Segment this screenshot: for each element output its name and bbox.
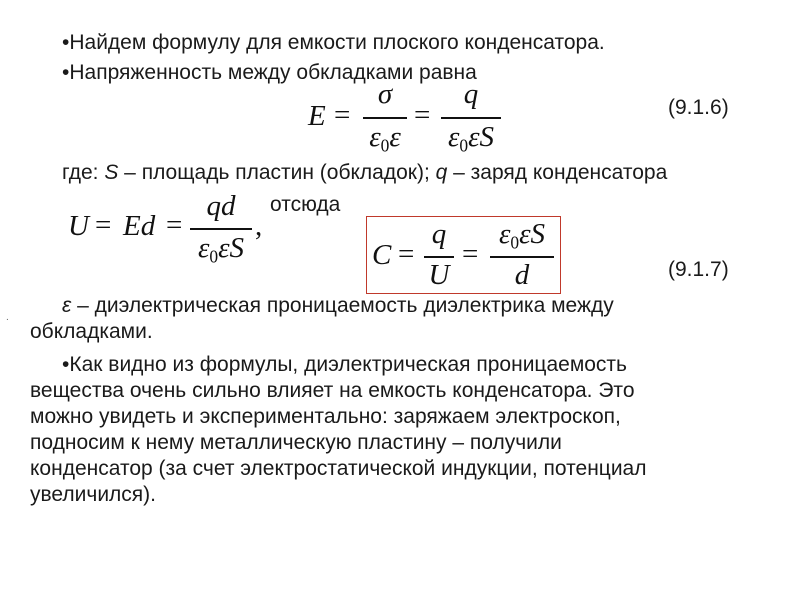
eq2-comma: , (255, 210, 263, 242)
eq1-fraction-q (441, 80, 501, 156)
eq1-eps2: ε (389, 121, 401, 153)
eq3-fraction-capacitance (490, 220, 554, 292)
para2-line5: конденсатор (за счет электростатической индукции, потенциал (30, 457, 647, 480)
stray-dot: . (6, 312, 9, 323)
eq1-eps: ε (447, 121, 460, 153)
epsilon-symbol: ε (62, 294, 72, 317)
eq3-equals-1: = (398, 238, 415, 270)
eq1-q: q (463, 78, 479, 110)
line-where (62, 160, 667, 186)
eq3-lhs: C (372, 239, 392, 271)
word-otsyuda: отсюда (270, 193, 341, 216)
eq2-equals-1: = (95, 209, 112, 241)
equation-number-9-1-7: (9.1.7) (668, 258, 729, 281)
where-prefix: где: (62, 161, 105, 184)
eq2-S: S (229, 232, 245, 264)
fraction-bar (441, 117, 501, 119)
eq3-sub0: 0 (510, 232, 520, 253)
eq3-fraction-q-U (424, 220, 454, 292)
line-epsilon-def-cont: обкладками. (30, 320, 153, 343)
para2-line1: •Как видно из формулы, диэлектрическая проницаемость (62, 353, 627, 376)
eq1-sub0: 0 (380, 135, 390, 156)
eq2-eps2: ε (218, 232, 230, 264)
eq3-U: U (428, 259, 450, 291)
eq1-eps2: ε (468, 121, 480, 153)
eq3-eps: ε (498, 218, 511, 250)
eq1-eps: ε (369, 121, 381, 153)
where-mid: – площадь пластин (обкладок); (118, 161, 436, 184)
line-epsilon-def (62, 293, 614, 319)
eq1-sub0: 0 (459, 135, 469, 156)
where-q: q (435, 161, 448, 184)
eq1-equals-1: = (334, 99, 351, 131)
eq3-d: d (514, 259, 530, 291)
eq1-S: S (479, 121, 495, 153)
epsilon-def-text: – диэлектрическая проницаемость диэлектрика между (71, 294, 614, 317)
line-field-strength: •Напряженность между обкладками равна (62, 61, 477, 84)
where-S: S (104, 161, 119, 184)
eq3-eps2: ε (519, 218, 531, 250)
eq1-sigma: σ (377, 78, 393, 110)
eq1-lhs: E (308, 100, 326, 132)
equation-number-9-1-6: (9.1.6) (668, 96, 729, 119)
eq2-fraction (190, 192, 252, 268)
eq1-fraction-sigma (363, 80, 407, 156)
para2-line4: подносим к нему металлическую пластину – получили (30, 431, 562, 454)
eq1-equals-2: = (414, 99, 431, 131)
eq3-equals-2: = (462, 238, 479, 270)
fraction-bar (363, 117, 407, 119)
where-suffix: – заряд конденсатора (447, 161, 668, 184)
para2-line6: увеличился). (30, 483, 157, 506)
eq2-equals-2: = (166, 209, 183, 241)
fraction-bar (190, 228, 252, 230)
eq2-eps: ε (197, 232, 210, 264)
eq2-Ed: Ed (123, 210, 156, 242)
fraction-bar (490, 256, 554, 258)
eq3-S: S (530, 218, 546, 250)
para2-line2: вещества очень сильно влияет на емкость конденсатора. Это (30, 379, 635, 402)
eq2-lhs: U (68, 210, 89, 242)
eq3-q: q (431, 218, 447, 250)
eq2-qd: qd (206, 190, 236, 222)
para2-line3: можно увидеть и экспериментально: заряжаем электроскоп, (30, 405, 621, 428)
eq2-sub0: 0 (209, 246, 219, 267)
fraction-bar (424, 256, 454, 258)
line-find-formula: •Найдем формулу для емкости плоского конденсатора. (62, 31, 605, 54)
